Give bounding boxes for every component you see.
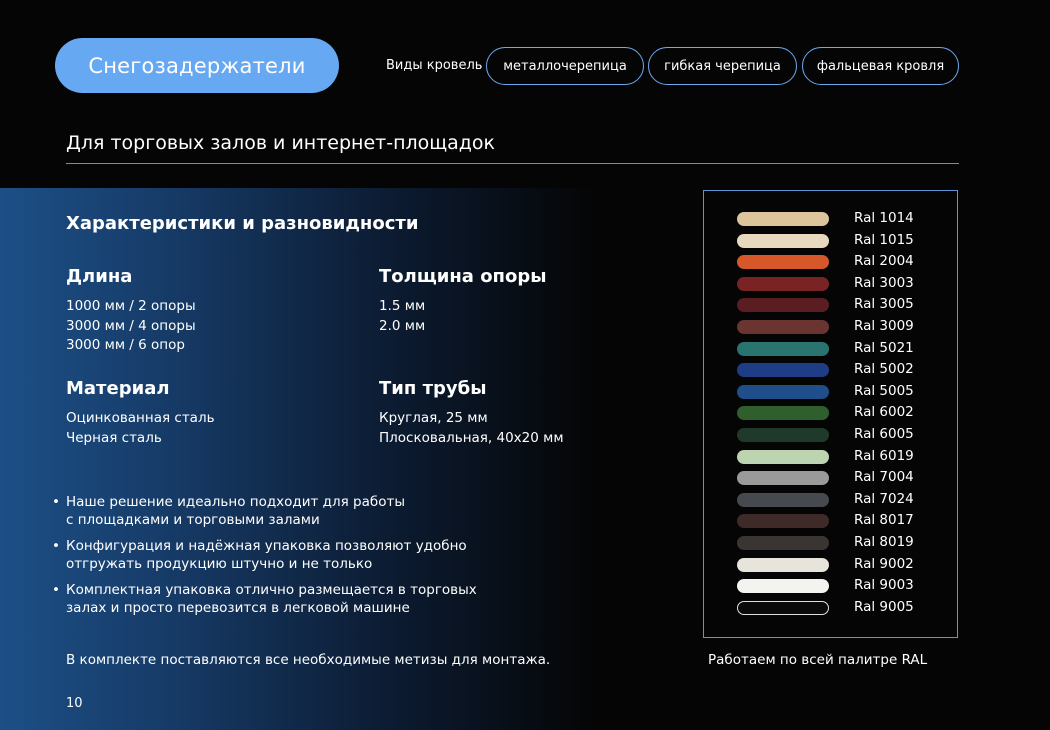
color-label: Ral 1015 — [854, 231, 914, 248]
thickness-values — [379, 297, 425, 336]
color-label: Ral 2004 — [854, 253, 914, 270]
bullet-dot: • — [52, 494, 60, 510]
section-title: Для торговых залов и интернет-площадок — [66, 132, 496, 154]
ral-palette — [703, 190, 958, 638]
color-label: Ral 7004 — [854, 469, 914, 486]
footer-note: В комплекте поставляются все необходимые метизы для монтажа. — [66, 652, 551, 668]
color-label: Ral 9003 — [854, 577, 914, 594]
material-value: Оцинкованная сталь — [66, 410, 215, 426]
list-item-text: Конфигурация и надёжная упаковка позволяют удобно — [66, 538, 467, 554]
list-item-text: Комплектная упаковка отлично размещается в торговых — [66, 582, 477, 598]
list-item-text: залах и просто перевозится в легковой машине — [66, 599, 410, 616]
palette-row — [704, 598, 957, 618]
pipe-type-heading: Тип трубы — [379, 378, 487, 399]
thickness-heading: Толщина опоры — [379, 266, 547, 287]
color-swatch — [737, 320, 829, 334]
color-label: Ral 9005 — [854, 598, 914, 615]
palette-row — [704, 360, 957, 380]
color-label: Ral 3003 — [854, 274, 914, 291]
color-label: Ral 7024 — [854, 490, 914, 507]
list-item-text: с площадками и торговыми залами — [66, 511, 320, 528]
list-item — [52, 538, 572, 573]
length-value: 3000 мм / 4 опоры — [66, 317, 196, 334]
palette-caption: Работаем по всей палитре RAL — [708, 652, 928, 668]
color-label: Ral 8017 — [854, 512, 914, 529]
pipe-type-value: Плосковальная, 40х20 мм — [379, 429, 564, 446]
thickness-value: 1.5 мм — [379, 298, 426, 314]
color-swatch — [737, 385, 829, 399]
characteristics-heading: Характеристики и разновидности — [66, 213, 419, 234]
color-swatch — [737, 255, 829, 269]
material-heading: Материал — [66, 378, 170, 399]
color-label: Ral 3005 — [854, 296, 914, 313]
color-label: Ral 5002 — [854, 361, 914, 378]
color-swatch — [737, 558, 829, 572]
color-swatch — [737, 536, 829, 550]
color-swatch — [737, 471, 829, 485]
palette-row — [704, 511, 957, 531]
list-item — [52, 582, 572, 617]
palette-row — [704, 468, 957, 488]
palette-row — [704, 425, 957, 445]
section-divider — [66, 163, 959, 164]
color-label: Ral 5005 — [854, 382, 914, 399]
color-label: Ral 6005 — [854, 426, 914, 442]
palette-row — [704, 295, 957, 315]
color-label: Ral 6019 — [854, 447, 914, 464]
list-item-text: Наше решение идеально подходит для работы — [66, 494, 406, 510]
color-swatch — [737, 450, 829, 464]
color-swatch — [737, 234, 829, 248]
color-label: Ral 6002 — [854, 404, 914, 421]
color-swatch — [737, 212, 829, 226]
palette-row — [704, 403, 957, 423]
palette-row — [704, 555, 957, 575]
color-label: Ral 1014 — [854, 210, 914, 226]
palette-row — [704, 533, 957, 553]
list-item-text: отгружать продукцию штучно и не только — [66, 555, 373, 572]
length-value: 3000 мм / 6 опор — [66, 337, 185, 353]
color-label: Ral 8019 — [854, 534, 914, 550]
palette-row — [704, 382, 957, 402]
pipe-type-value: Круглая, 25 мм — [379, 410, 488, 426]
thickness-value: 2.0 мм — [379, 317, 426, 334]
color-swatch — [737, 342, 829, 356]
palette-row — [704, 274, 957, 294]
color-swatch — [737, 406, 829, 420]
color-swatch — [737, 493, 829, 507]
palette-row — [704, 209, 957, 229]
color-label: Ral 5021 — [854, 339, 914, 356]
palette-row — [704, 447, 957, 467]
palette-row — [704, 339, 957, 359]
tab-seam-roof[interactable]: фальцевая кровля — [802, 47, 959, 85]
page-number: 10 — [66, 696, 83, 711]
tab-metal-tile[interactable]: металлочерепица — [486, 47, 644, 85]
length-values — [66, 297, 196, 356]
pipe-type-values — [379, 409, 564, 448]
bullet-dot: • — [52, 582, 60, 598]
palette-row — [704, 490, 957, 510]
color-swatch — [737, 579, 829, 593]
benefits-list — [52, 494, 572, 626]
list-item — [52, 494, 572, 529]
page-title-pill: Снегозадержатели — [55, 38, 339, 93]
color-swatch — [737, 363, 829, 377]
color-swatch — [737, 601, 829, 615]
palette-row — [704, 231, 957, 251]
length-heading: Длина — [66, 266, 133, 287]
color-swatch — [737, 277, 829, 291]
color-swatch — [737, 298, 829, 312]
color-swatch — [737, 514, 829, 528]
roof-types-label: Виды кровель — [386, 58, 483, 73]
material-values — [66, 409, 215, 448]
length-value: 1000 мм / 2 опоры — [66, 298, 196, 314]
palette-row — [704, 317, 957, 337]
tab-flexible-tile[interactable]: гибкая черепица — [648, 47, 797, 85]
palette-row — [704, 252, 957, 272]
palette-row — [704, 576, 957, 596]
material-value: Черная сталь — [66, 429, 162, 446]
color-label: Ral 9002 — [854, 555, 914, 572]
bullet-dot: • — [52, 538, 60, 554]
color-swatch — [737, 428, 829, 442]
color-label: Ral 3009 — [854, 318, 914, 334]
